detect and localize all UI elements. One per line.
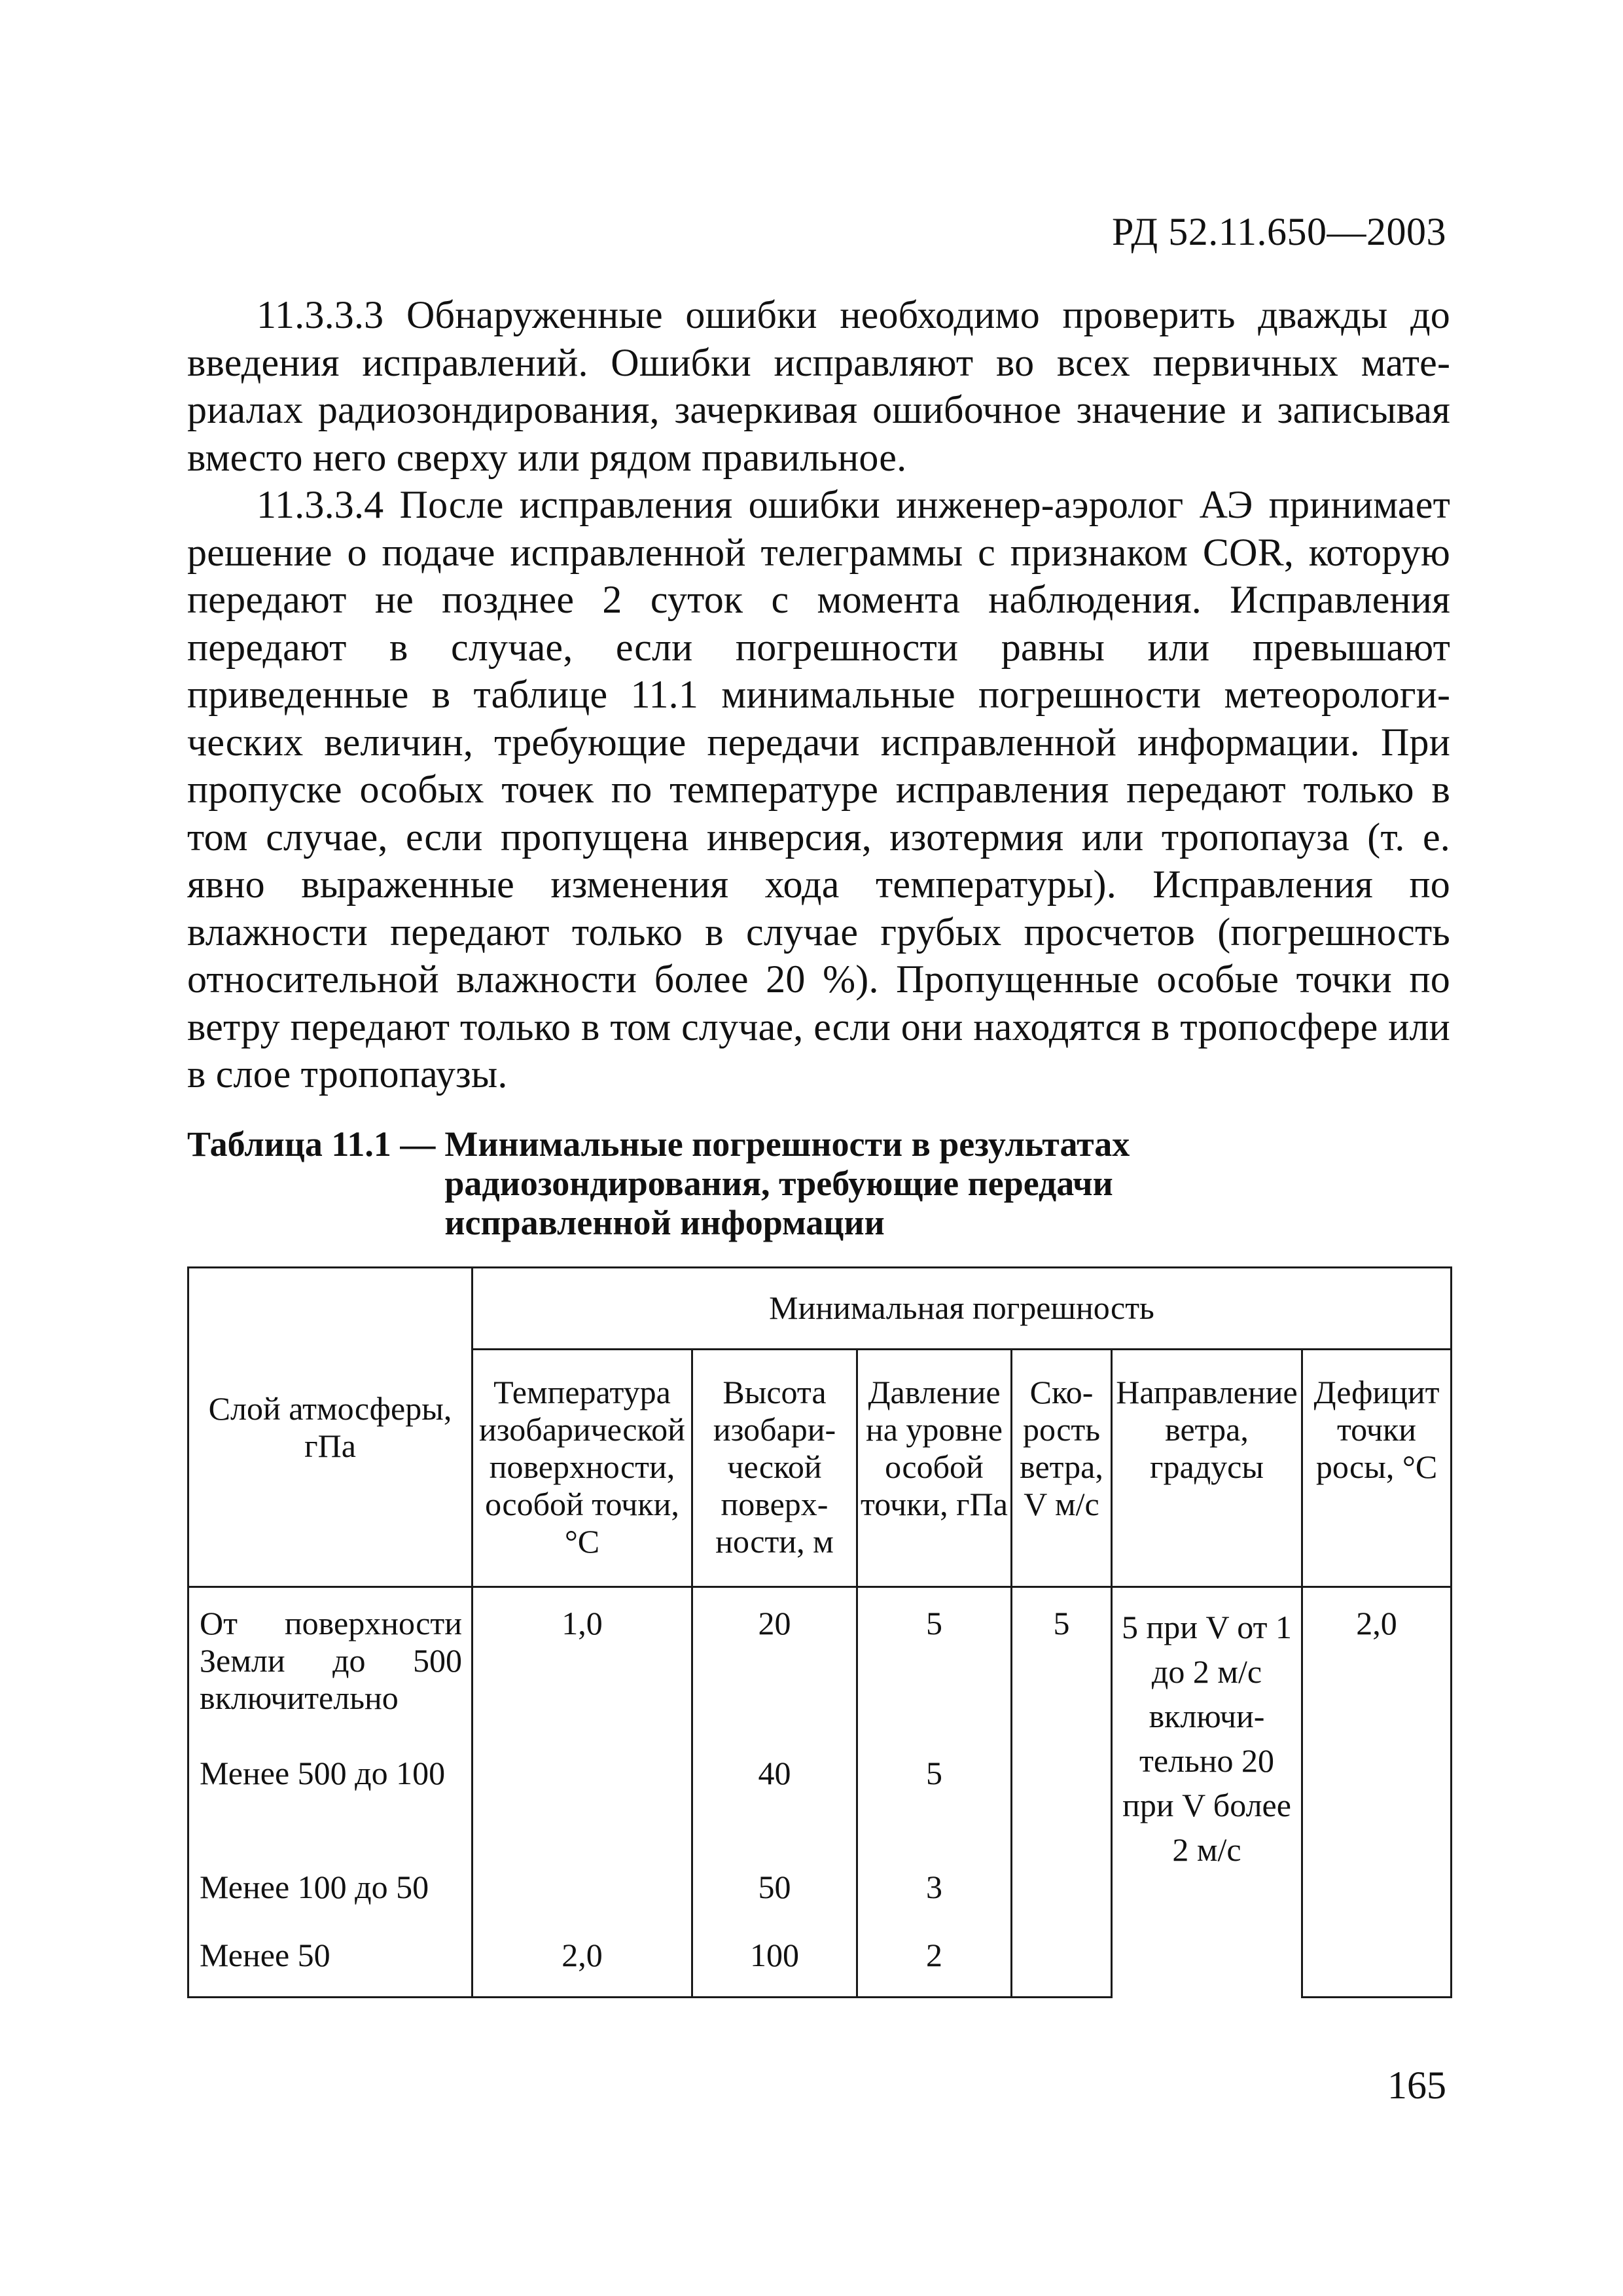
paragraph-11-3-3-3: 11.3.3.3 Обнаруженные ошибки необходимо проверить дважды до введения исправлений. Ошибки исправляют во всех первичных материалах радиозондирования, зачеркивая ошибочное значение и записывая вместо него сверху или рядом правильное.	[187, 293, 1450, 479]
table-caption-label: Таблица 11.1 —	[187, 1124, 436, 1164]
document-code: РД 52.11.650—2003	[1111, 210, 1446, 253]
table-caption	[187, 1124, 1300, 1242]
cell-wind-speed	[1012, 1869, 1112, 1937]
column-group-header: Минимальная погрешность	[473, 1268, 1452, 1350]
cell-wind-direction: 5 при V от 1 до 2 м/с включительно 20 при V более 2 м/с	[1112, 1587, 1302, 1998]
column-header-pressure: Давление на уровне особой точки, гПа	[857, 1350, 1012, 1587]
cell-height: 100	[692, 1937, 857, 1997]
cell-temperature	[473, 1869, 692, 1937]
cell-wind-speed	[1012, 1755, 1112, 1868]
table-caption-text: Минимальные погрешности в результатах радиозондирования, требующие передачи исправленной информации	[444, 1124, 1130, 1242]
cell-dew-point	[1302, 1755, 1452, 1868]
cell-temperature: 1,0	[473, 1587, 692, 1755]
page-number: 165	[1387, 2064, 1446, 2107]
cell-dew-point	[1302, 1937, 1452, 1997]
cell-pressure: 5	[857, 1755, 1012, 1868]
row-layer: От поверхности Земли до 500 включительно	[188, 1587, 473, 1755]
row-layer: Менее 100 до 50	[188, 1869, 473, 1937]
cell-dew-point	[1302, 1869, 1452, 1937]
cell-temperature	[473, 1755, 692, 1868]
column-header-temperature: Температура изобарической поверхности, особой точки, °С	[473, 1350, 692, 1587]
cell-temperature: 2,0	[473, 1937, 692, 1997]
row-layer: Менее 500 до 100	[188, 1755, 473, 1868]
cell-pressure: 5	[857, 1587, 1012, 1755]
cell-height: 40	[692, 1755, 857, 1868]
column-header-dew-point: Дефицит точки росы, °С	[1302, 1350, 1452, 1587]
paragraph-11-3-3-4: 11.3.3.4 После исправления ошибки инженер-аэролог АЭ принимает решение о подаче исправленной телеграммы с признаком COR, которую передают не позднее 2 суток с момента наблюдения. Исправления передают в случае, если погрешности равны или превышают приведенные в таблице 11.1 минимальные погрешности метеорологических величин, требующие передачи исправленной информации. При пропуске особых точек по температуре исправления передают только в том случае, если пропущена инверсия, изотермия или тропопауза (т. е. явно выраженные изменения хода температуры). Исправления по влажности передают только в случае грубых просчетов (погрешность относительной влажности более 20 %). Пропущенные особые точки по ветру передают только в том случае, если они находятся в тропосфере или в слое тропопаузы.	[187, 483, 1450, 1096]
table-header-row-1	[188, 1268, 1452, 1350]
table-row	[188, 1587, 1452, 1755]
cell-pressure: 2	[857, 1937, 1012, 1997]
cell-pressure: 3	[857, 1869, 1012, 1937]
cell-height: 50	[692, 1869, 857, 1937]
column-header-wind-speed: Скорость ветра, V м/с	[1012, 1350, 1112, 1587]
error-thresholds-table	[187, 1266, 1452, 1998]
column-header-height: Высота изобарической поверхности, м	[692, 1350, 857, 1587]
cell-wind-speed	[1012, 1937, 1112, 1997]
body-text	[187, 291, 1450, 1098]
cell-dew-point: 2,0	[1302, 1587, 1452, 1755]
column-header-wind-direction: Направление ветра, градусы	[1112, 1350, 1302, 1587]
column-header-layer: Слой атмосферы, гПа	[188, 1268, 473, 1587]
cell-wind-speed: 5	[1012, 1587, 1112, 1755]
row-layer: Менее 50	[188, 1937, 473, 1997]
cell-height: 20	[692, 1587, 857, 1755]
